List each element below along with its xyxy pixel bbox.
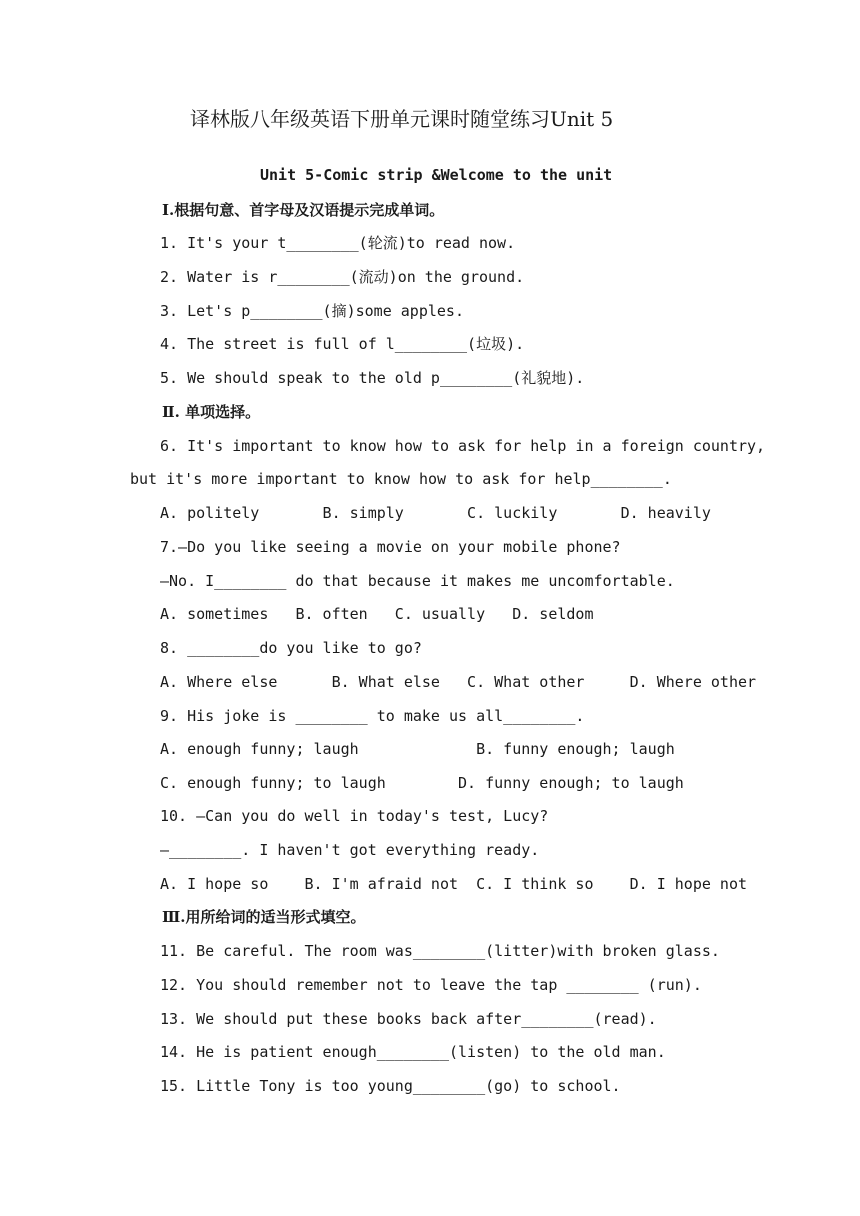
question-14: 14. He is patient enough________(listen) to the old man. — [160, 1043, 666, 1061]
question-9-options-cd: C. enough funny; to laugh D. funny enough; to laugh — [160, 774, 684, 792]
question-9-options-ab: A. enough funny; laugh B. funny enough; laugh — [160, 740, 675, 758]
question-5: 5. We should speak to the old p________(礼貌地). — [160, 369, 585, 387]
question-10-options: A. I hope so B. I'm afraid not C. I think so D. I hope not — [160, 875, 747, 893]
question-3: 3. Let's p________(摘)some apples. — [160, 302, 464, 320]
document-subtitle: Unit 5-Comic strip &Welcome to the unit — [260, 166, 613, 184]
question-7-prompt: 7.—Do you like seeing a movie on your mobile phone? — [160, 538, 621, 556]
question-8-options: A. Where else B. What else C. What other D. Where other — [160, 673, 757, 691]
question-4: 4. The street is full of l________(垃圾). — [160, 335, 525, 353]
question-10-reply: —________. I haven't got everything ready. — [160, 841, 540, 859]
question-7-reply: —No. I________ do that because it makes me uncomfortable. — [160, 572, 675, 590]
question-1: 1. It's your t________(轮流)to read now. — [160, 234, 516, 252]
question-15: 15. Little Tony is too young________(go) to school. — [160, 1077, 621, 1095]
document-title: 译林版八年级英语下册单元课时随堂练习Unit 5 — [190, 107, 614, 131]
question-13: 13. We should put these books back after________(read). — [160, 1010, 657, 1028]
question-7-options: A. sometimes B. often C. usually D. seldom — [160, 605, 594, 623]
question-6-options: A. politely B. simply C. luckily D. heavily — [160, 504, 711, 522]
question-8: 8. ________do you like to go? — [160, 639, 422, 657]
section-3-heading: Ⅲ.用所给词的适当形式填空。 — [162, 908, 366, 926]
question-9: 9. His joke is ________ to make us all________. — [160, 707, 585, 725]
question-6-line-1: 6. It's important to know how to ask for help in a foreign country, — [160, 437, 766, 455]
question-10-prompt: 10. —Can you do well in today's test, Lucy? — [160, 807, 549, 825]
question-12: 12. You should remember not to leave the tap ________ (run). — [160, 976, 702, 994]
section-2-heading: Ⅱ. 单项选择。 — [162, 403, 261, 421]
question-2: 2. Water is r________(流动)on the ground. — [160, 268, 525, 286]
question-11: 11. Be careful. The room was________(litter)with broken glass. — [160, 942, 720, 960]
question-6-line-2: but it's more important to know how to ask for help________. — [130, 470, 672, 488]
section-1-heading: Ⅰ.根据句意、首字母及汉语提示完成单词。 — [162, 201, 445, 219]
